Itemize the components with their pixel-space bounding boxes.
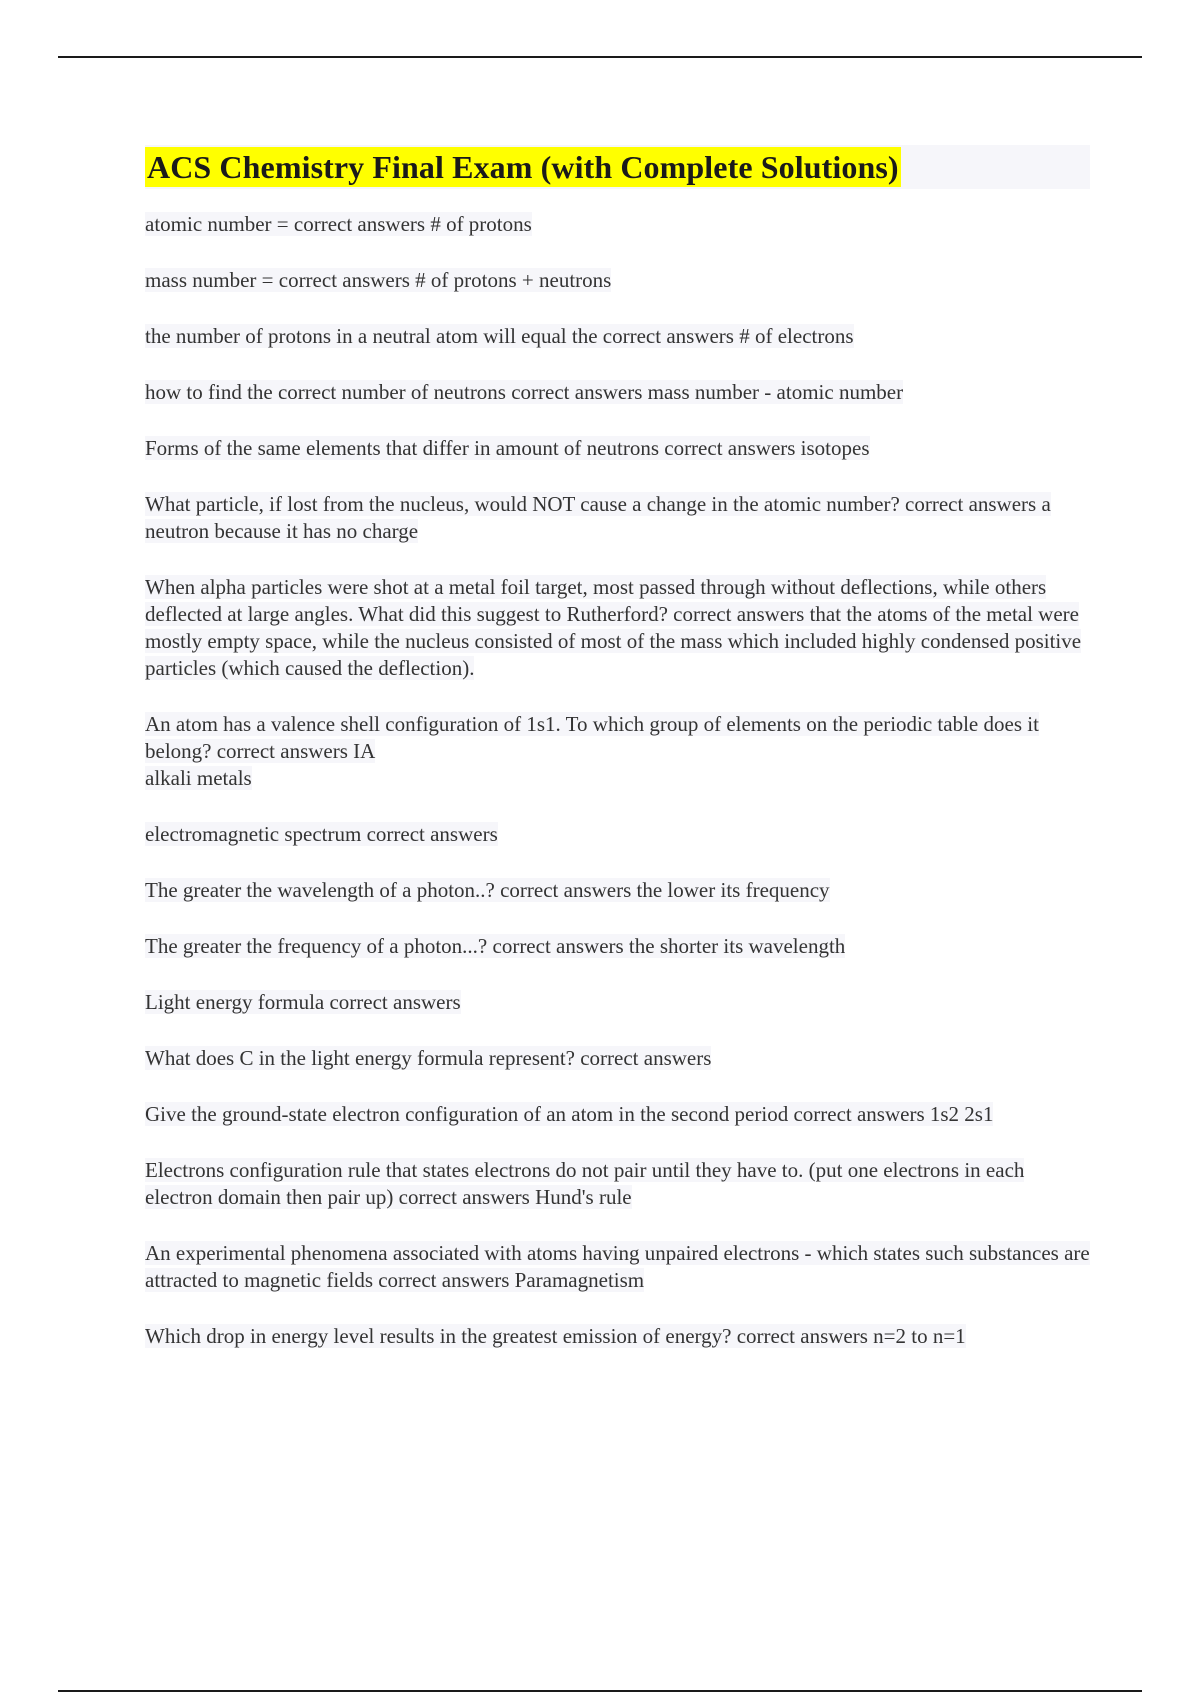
qa-text: What particle, if lost from the nucleus, would NOT cause a change in the atomic number? correct answers a neutron because it has no charge — [145, 492, 1051, 543]
qa-list — [145, 211, 1090, 1350]
qa-text: atomic number = correct answers # of protons — [145, 212, 532, 236]
qa-text: An experimental phenomena associated with atoms having unpaired electrons - which states such substances are attracted to magnetic fields correct answers Paramagnetism — [145, 1241, 1090, 1292]
qa-item — [145, 1240, 1090, 1294]
qa-item — [145, 435, 1090, 462]
qa-item — [145, 877, 1090, 904]
qa-item — [145, 211, 1090, 238]
qa-item — [145, 574, 1090, 682]
qa-item — [145, 1101, 1090, 1128]
qa-text: the number of protons in a neutral atom will equal the correct answers # of electrons — [145, 324, 854, 348]
qa-text: Electrons configuration rule that states electrons do not pair until they have to. (put one electrons in each electron domain then pair up) correct answers Hund's rule — [145, 1158, 1025, 1209]
document-body — [145, 145, 1090, 1379]
document-title: ACS Chemistry Final Exam (with Complete Solutions) — [147, 149, 899, 185]
qa-item — [145, 1045, 1090, 1072]
qa-text: how to find the correct number of neutrons correct answers mass number - atomic number — [145, 380, 904, 404]
qa-text: mass number = correct answers # of protons + neutrons — [145, 268, 612, 292]
qa-item — [145, 379, 1090, 406]
qa-text: Light energy formula correct answers — [145, 990, 461, 1014]
qa-item — [145, 933, 1090, 960]
qa-item — [145, 821, 1090, 848]
qa-text: Which drop in energy level results in the greatest emission of energy? correct answers n=2 to n=1 — [145, 1324, 966, 1348]
qa-text: What does C in the light energy formula represent? correct answers — [145, 1046, 712, 1070]
qa-item — [145, 491, 1090, 545]
title-band — [145, 145, 1090, 189]
qa-text: electromagnetic spectrum correct answers — [145, 822, 498, 846]
qa-item — [145, 1323, 1090, 1350]
top-divider — [58, 56, 1142, 58]
qa-item — [145, 267, 1090, 294]
qa-item — [145, 711, 1090, 792]
qa-text: The greater the frequency of a photon...? correct answers the shorter its wavelength — [145, 934, 846, 958]
qa-text: Forms of the same elements that differ in amount of neutrons correct answers isotopes — [145, 436, 870, 460]
qa-text: Give the ground-state electron configuration of an atom in the second period correct answers 1s2 2s1 — [145, 1102, 994, 1126]
qa-item — [145, 323, 1090, 350]
qa-text: The greater the wavelength of a photon..? correct answers the lower its frequency — [145, 878, 830, 902]
qa-text: When alpha particles were shot at a metal foil target, most passed through without deflections, while others deflected at large angles. What did this suggest to Rutherford? correct answers that the atoms of the metal were mostly empty space, while the nucleus consisted of most of the mass which included highly condensed positive particles (which caused the deflection). — [145, 575, 1082, 680]
qa-text: An atom has a valence shell configuration of 1s1. To which group of elements on the periodic table does it belong? correct answers IA alkali metals — [145, 712, 1039, 790]
qa-item — [145, 1157, 1090, 1211]
bottom-divider — [58, 1690, 1142, 1692]
qa-item — [145, 989, 1090, 1016]
